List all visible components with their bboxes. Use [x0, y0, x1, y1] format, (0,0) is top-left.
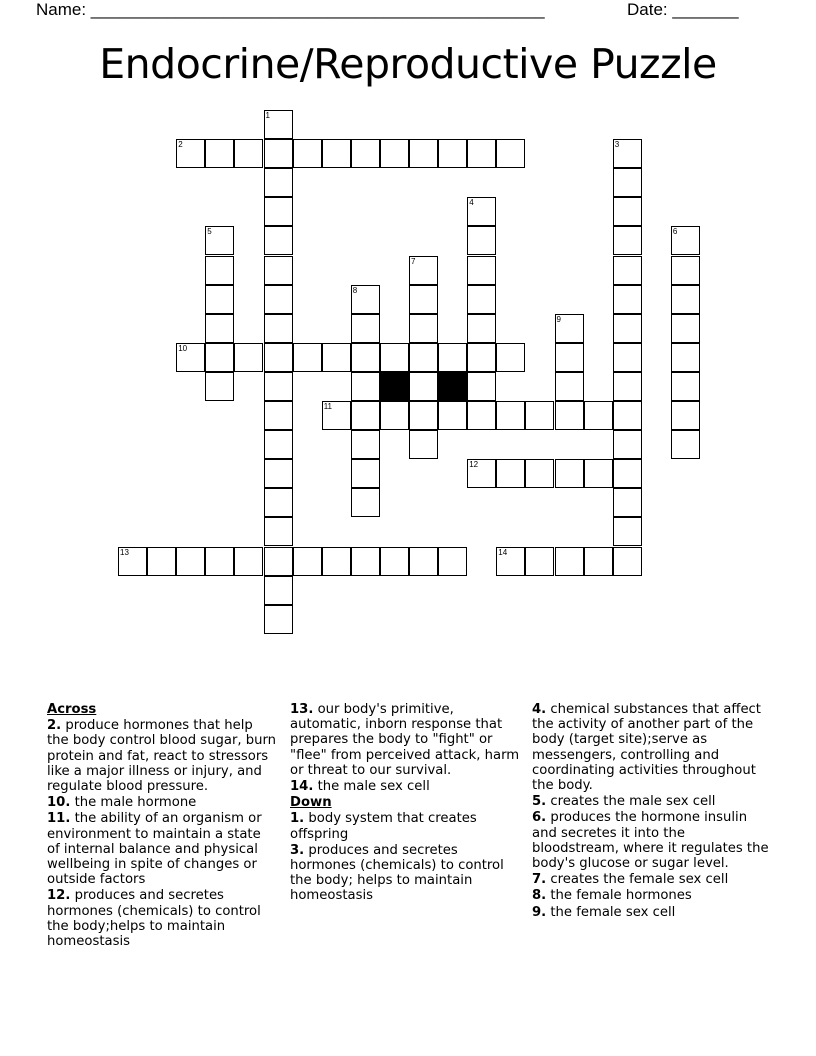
grid-cell[interactable]	[380, 139, 409, 168]
clue-text: the ability of an organism or environment to maintain a state of internal balance and physical wellbeing in spite of changes or outside factors	[47, 811, 262, 888]
grid-cell[interactable]	[264, 401, 293, 430]
grid-cell[interactable]	[613, 343, 642, 372]
grid-cell[interactable]	[176, 547, 205, 576]
grid-cell[interactable]	[351, 401, 380, 430]
grid-cell[interactable]	[264, 517, 293, 546]
grid-cell[interactable]	[438, 401, 467, 430]
clue-number: 6.	[532, 810, 547, 826]
grid-cell[interactable]	[613, 459, 642, 488]
grid-cell[interactable]	[264, 226, 293, 255]
clue-number: 11.	[47, 811, 71, 827]
grid-cell[interactable]	[205, 314, 234, 343]
grid-cell[interactable]	[351, 547, 380, 576]
cell-number: 14	[498, 547, 508, 557]
grid-cell[interactable]	[293, 343, 322, 372]
grid-cell[interactable]	[671, 401, 700, 430]
grid-cell[interactable]	[613, 139, 642, 168]
grid-cell[interactable]	[467, 139, 496, 168]
grid-cell[interactable]	[496, 343, 525, 372]
clue-across-13	[290, 702, 520, 778]
grid-cell[interactable]	[467, 256, 496, 285]
grid-cell[interactable]	[322, 139, 351, 168]
grid-cell[interactable]	[467, 372, 496, 401]
grid-cell[interactable]	[205, 285, 234, 314]
clue-number: 7.	[532, 872, 547, 888]
grid-cell[interactable]	[205, 256, 234, 285]
grid-cell[interactable]	[555, 459, 584, 488]
clue-text: our body's primitive, automatic, inborn response that prepares the body to "fight" or "flee" from perceived attack, harm or threat to our survival.	[290, 702, 520, 778]
grid-cell[interactable]	[351, 343, 380, 372]
grid-cell[interactable]	[613, 488, 642, 517]
grid-cell[interactable]	[409, 547, 438, 576]
clue-down-7	[532, 872, 772, 887]
grid-cell[interactable]	[234, 343, 263, 372]
grid-cell[interactable]	[351, 372, 380, 401]
clue-text: the female sex cell	[546, 904, 676, 920]
clue-number: 13.	[290, 702, 314, 717]
grid-cell[interactable]	[409, 139, 438, 168]
grid-cell[interactable]	[555, 314, 584, 343]
grid-cell[interactable]	[438, 139, 467, 168]
clue-down-9	[532, 905, 772, 920]
cell-number: 11	[323, 402, 332, 411]
date-field: Date: _______	[627, 0, 739, 19]
clue-text: chemical substances that affect the activity of another part of the body (target site);serve as messengers, controlling and coordinating activities throughout the body.	[532, 702, 761, 794]
grid-cell[interactable]	[409, 430, 438, 459]
grid-cell[interactable]	[409, 256, 438, 285]
down-heading: Down	[290, 795, 332, 811]
grid-cell[interactable]	[496, 547, 525, 576]
clue-text: the female hormones	[546, 888, 692, 904]
grid-cell[interactable]	[118, 547, 147, 576]
cell-number: 8	[352, 285, 358, 295]
clue-text: creates the male sex cell	[546, 794, 716, 810]
grid-cell[interactable]	[264, 110, 293, 139]
clue-number: 14.	[290, 779, 314, 795]
grid-cell[interactable]	[555, 372, 584, 401]
grid-cell[interactable]	[205, 226, 234, 255]
grid-cell[interactable]	[671, 226, 700, 255]
grid-cell[interactable]	[525, 547, 554, 576]
clue-text: the male sex cell	[313, 779, 430, 795]
cell-number: 5	[207, 227, 212, 237]
grid-cell[interactable]	[264, 168, 293, 197]
grid-cell[interactable]	[584, 547, 613, 576]
cell-number: 7	[411, 256, 416, 266]
grid-cell[interactable]	[264, 256, 293, 285]
grid-cell[interactable]	[409, 372, 438, 401]
grid-cell[interactable]	[322, 547, 351, 576]
clue-number: 3.	[290, 842, 305, 858]
clues-column-2	[290, 702, 520, 905]
clue-down-3	[290, 843, 520, 904]
clue-number: 4.	[532, 702, 547, 717]
grid-cell[interactable]	[525, 401, 554, 430]
grid-cell[interactable]	[467, 459, 496, 488]
grid-cell[interactable]	[613, 372, 642, 401]
grid-cell[interactable]	[205, 343, 234, 372]
clue-text: produces the hormone insulin and secretes it into the bloodstream, where it regulates the body's glucose or sugar level.	[532, 810, 769, 872]
clue-down-4	[532, 702, 772, 793]
grid-cell[interactable]	[525, 459, 554, 488]
grid-cell[interactable]	[293, 139, 322, 168]
name-field: Name: ________________________________________________	[36, 0, 545, 19]
clue-down-8	[532, 888, 772, 903]
clue-text: body system that creates offspring	[290, 811, 477, 842]
grid-cell[interactable]	[176, 343, 205, 372]
grid-cell[interactable]	[264, 372, 293, 401]
clue-across-14	[290, 779, 520, 794]
clue-number: 2.	[47, 718, 62, 734]
clue-number: 9.	[532, 904, 547, 920]
cell-number: 4	[469, 198, 474, 208]
grid-cell[interactable]	[496, 139, 525, 168]
grid-cell[interactable]	[584, 401, 613, 430]
clue-across-10	[47, 795, 277, 810]
grid-cell[interactable]	[613, 314, 642, 343]
grid-cell[interactable]	[351, 314, 380, 343]
grid-cell[interactable]	[613, 285, 642, 314]
grid-cell[interactable]	[409, 401, 438, 430]
clue-across-12	[47, 888, 277, 949]
grid-cell[interactable]	[351, 488, 380, 517]
grid-cell[interactable]	[671, 285, 700, 314]
grid-cell[interactable]	[205, 547, 234, 576]
grid-cell[interactable]	[351, 459, 380, 488]
grid-cell[interactable]	[671, 372, 700, 401]
grid-cell[interactable]	[555, 547, 584, 576]
grid-cell[interactable]	[264, 139, 293, 168]
clue-down-6	[532, 810, 772, 871]
clue-text: produces and secretes hormones (chemicals) to control the body; helps to maintain homeostasis	[290, 842, 504, 904]
grid-cell[interactable]	[409, 343, 438, 372]
cell-number: 3	[614, 140, 620, 150]
grid-cell[interactable]	[205, 372, 234, 401]
grid-cell[interactable]	[555, 343, 584, 372]
grid-cell[interactable]	[380, 401, 409, 430]
clue-text: the male hormone	[70, 795, 197, 811]
grid-cell[interactable]	[467, 226, 496, 255]
clue-text: creates the female sex cell	[546, 872, 729, 888]
grid-cell[interactable]	[467, 314, 496, 343]
grid-cell[interactable]	[467, 401, 496, 430]
grid-cell[interactable]	[147, 547, 176, 576]
grid-cell[interactable]	[264, 547, 293, 576]
grid-cell[interactable]	[234, 139, 263, 168]
clue-number: 8.	[532, 888, 547, 904]
grid-cell[interactable]	[176, 139, 205, 168]
clues-column-3	[532, 702, 772, 921]
black-cell	[438, 372, 467, 401]
grid-cell[interactable]	[671, 430, 700, 459]
grid-cell[interactable]	[467, 343, 496, 372]
grid-cell[interactable]	[264, 430, 293, 459]
grid-cell[interactable]	[496, 401, 525, 430]
cell-number: 10	[178, 343, 188, 353]
grid-cell[interactable]	[409, 285, 438, 314]
grid-cell[interactable]	[264, 605, 293, 634]
black-cell	[380, 372, 409, 401]
grid-cell[interactable]	[351, 285, 380, 314]
grid-cell[interactable]	[351, 139, 380, 168]
clue-number: 12.	[47, 888, 71, 904]
grid-cell[interactable]	[322, 401, 351, 430]
across-heading: Across	[47, 702, 97, 717]
clue-across-2	[47, 718, 277, 794]
grid-cell[interactable]	[264, 343, 293, 372]
clue-down-1	[290, 811, 520, 841]
grid-cell[interactable]	[409, 314, 438, 343]
cell-number: 9	[556, 314, 561, 324]
clue-text: produces and secretes hormones (chemicals) to control the body;helps to maintain homeostasis	[47, 888, 261, 950]
grid-cell[interactable]	[234, 547, 263, 576]
grid-cell[interactable]	[613, 401, 642, 430]
clue-text: produce hormones that help the body control blood sugar, burn protein and fat, react to stressors like a major illness or injury, and regulate blood pressure.	[47, 718, 277, 795]
grid-cell[interactable]	[438, 343, 467, 372]
grid-cell[interactable]	[613, 547, 642, 576]
grid-cell[interactable]	[438, 547, 467, 576]
grid-cell[interactable]	[351, 430, 380, 459]
grid-cell[interactable]	[264, 314, 293, 343]
grid-cell[interactable]	[264, 488, 293, 517]
cell-number: 12	[469, 460, 479, 470]
grid-cell[interactable]	[264, 285, 293, 314]
grid-cell[interactable]	[322, 343, 351, 372]
grid-cell[interactable]	[264, 576, 293, 605]
grid-cell[interactable]	[613, 197, 642, 226]
grid-cell[interactable]	[613, 430, 642, 459]
grid-cell[interactable]	[613, 226, 642, 255]
cell-number: 2	[178, 140, 183, 150]
clue-down-5	[532, 794, 772, 809]
grid-cell[interactable]	[613, 517, 642, 546]
grid-cell[interactable]	[671, 314, 700, 343]
grid-cell[interactable]	[264, 459, 293, 488]
clue-number: 10.	[47, 795, 71, 811]
cell-number: 13	[120, 547, 129, 557]
grid-cell[interactable]	[293, 547, 322, 576]
grid-cell[interactable]	[380, 343, 409, 372]
grid-cell[interactable]	[467, 285, 496, 314]
grid-cell[interactable]	[380, 547, 409, 576]
clues-column-1	[47, 702, 277, 950]
cell-number: 1	[265, 111, 270, 120]
page-title: Endocrine/Reproductive Puzzle	[99, 40, 717, 88]
grid-cell[interactable]	[264, 197, 293, 226]
grid-cell[interactable]	[555, 401, 584, 430]
grid-cell[interactable]	[671, 256, 700, 285]
cell-number: 6	[672, 227, 678, 237]
grid-cell[interactable]	[613, 168, 642, 197]
grid-cell[interactable]	[584, 459, 613, 488]
grid-cell[interactable]	[613, 256, 642, 285]
grid-cell[interactable]	[671, 343, 700, 372]
clue-number: 5.	[532, 794, 547, 810]
clue-number: 1.	[290, 811, 305, 827]
grid-cell[interactable]	[205, 139, 234, 168]
grid-cell[interactable]	[496, 459, 525, 488]
grid-cell[interactable]	[467, 197, 496, 226]
clue-across-11	[47, 811, 277, 887]
